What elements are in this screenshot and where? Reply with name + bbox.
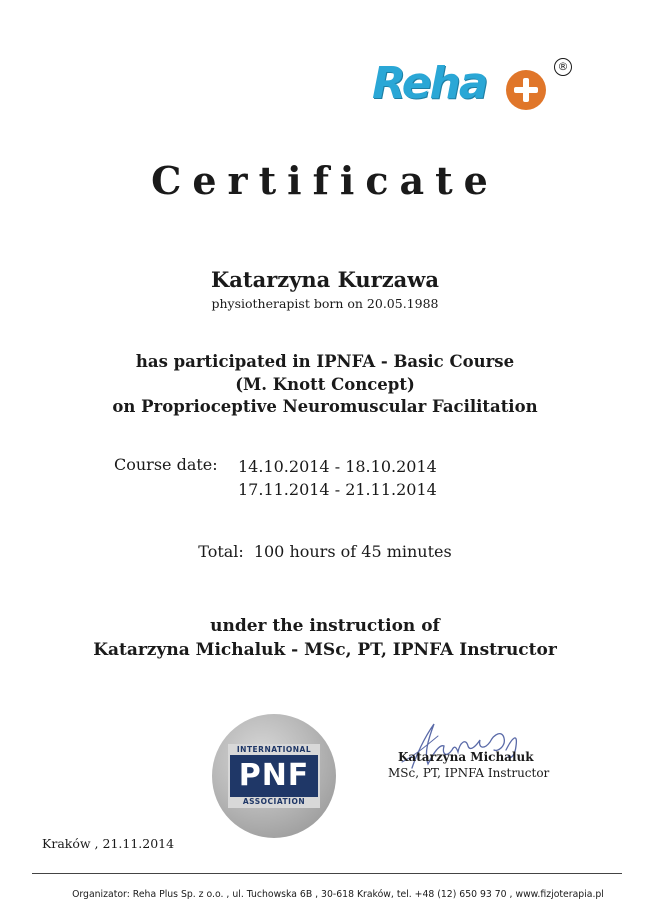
instruction-line-2: Katarzyna Michaluk - MSc, PT, IPNFA Instructor	[93, 640, 557, 660]
footer-divider	[32, 873, 622, 874]
certificate-title: Certificate	[151, 158, 499, 203]
course-line-2: (M. Knott Concept)	[235, 374, 415, 394]
course-date-range-1: 14.10.2014 - 18.10.2014	[238, 457, 437, 476]
course-line-1: has participated in IPNFA - Basic Course	[135, 352, 515, 371]
recipient-name: Katarzyna Kurzawa	[211, 267, 439, 292]
course-dates	[238, 455, 437, 501]
course-description	[0, 351, 650, 419]
seal-emblem	[228, 744, 320, 808]
seal-top-text: INTERNATIONAL	[230, 745, 318, 755]
total-value: 100 hours of 45 minutes	[253, 542, 452, 561]
pnf-association-seal	[212, 714, 336, 838]
logo-text: Reha	[372, 58, 487, 109]
course-date-label: Course date:	[114, 455, 218, 474]
instructor-block	[0, 614, 650, 662]
total-label: Total:	[198, 542, 244, 561]
course-date-range-2: 17.11.2014 - 21.11.2014	[238, 480, 437, 499]
reha-plus-logo	[372, 56, 582, 116]
seal-pnf-text: PNF	[238, 758, 310, 793]
seal-bottom-text: ASSOCIATION	[230, 797, 318, 807]
course-line-3: on Proprioceptive Neuromuscular Facilitation	[112, 397, 538, 416]
recipient-description: physiotherapist born on 20.05.1988	[211, 296, 439, 311]
total-hours	[0, 542, 650, 561]
signature-name: Katarzyna Michaluk	[398, 750, 534, 764]
place-and-date: Kraków , 21.11.2014	[42, 836, 175, 851]
signature-title: MSc, PT, IPNFA Instructor	[388, 766, 550, 780]
plus-icon	[506, 70, 546, 110]
organizer-footer: Organizator: Reha Plus Sp. z o.o. , ul. Tuchowska 6B , 30-618 Kraków, tel. +48 (12) 650 93 70 , www.fizjoterapia.pl	[72, 889, 604, 900]
instruction-line-1: under the instruction of	[210, 616, 440, 636]
registered-mark: ®	[554, 58, 572, 76]
